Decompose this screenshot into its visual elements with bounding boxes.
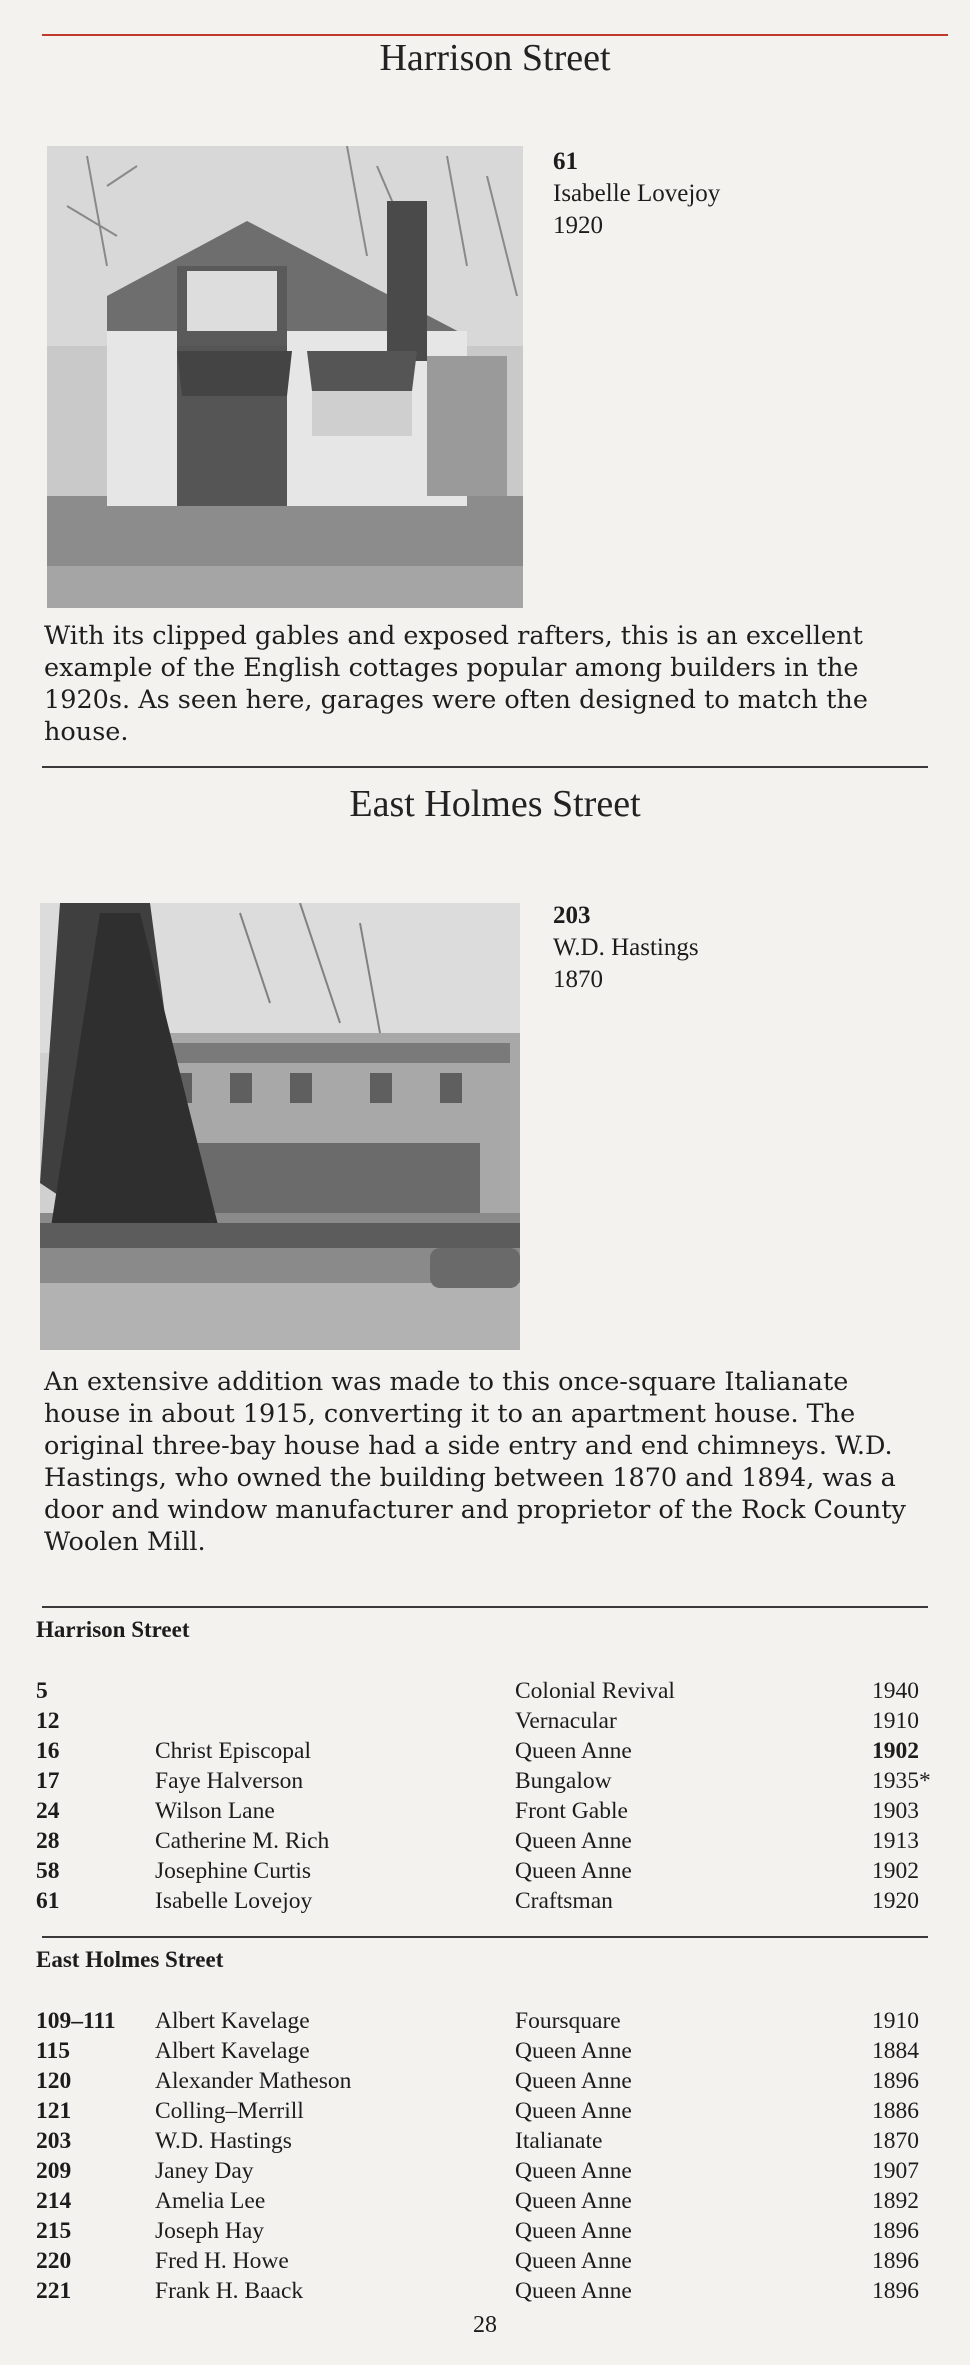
table-row xyxy=(0,1798,970,1828)
table-row xyxy=(0,2098,970,2128)
row-name: Albert Kavelage xyxy=(155,2008,310,2034)
house-photo-icon xyxy=(47,146,523,608)
row-number: 109–111 xyxy=(36,2008,116,2034)
row-style: Italianate xyxy=(515,2128,603,2154)
table-row xyxy=(0,2128,970,2158)
row-style: Queen Anne xyxy=(515,2218,632,2244)
row-year: 1920 xyxy=(872,1888,919,1914)
row-style: Queen Anne xyxy=(515,2068,632,2094)
row-name: W.D. Hastings xyxy=(155,2128,292,2154)
row-number: 215 xyxy=(36,2218,72,2244)
row-style: Queen Anne xyxy=(515,2188,632,2214)
row-number: 12 xyxy=(36,1708,60,1734)
row-year: 1913 xyxy=(872,1828,919,1854)
row-number: 121 xyxy=(36,2098,72,2124)
section-heading-east-holmes: East Holmes Street xyxy=(349,783,641,825)
row-name: Frank H. Baack xyxy=(155,2278,304,2304)
section-heading-harrison: Harrison Street xyxy=(379,37,611,79)
row-name: Isabelle Lovejoy xyxy=(155,1888,313,1914)
row-style: Queen Anne xyxy=(515,2038,632,2064)
caption-number: 203 xyxy=(553,902,591,929)
table-row xyxy=(0,1678,970,1708)
row-style: Queen Anne xyxy=(515,2278,632,2304)
row-year: 1940 xyxy=(872,1678,919,1704)
row-name: Josephine Curtis xyxy=(155,1858,312,1884)
row-style: Bungalow xyxy=(515,1768,612,1794)
page-number: 28 xyxy=(473,2312,497,2338)
row-style: Vernacular xyxy=(515,1708,617,1734)
row-year: 1910 xyxy=(872,1708,919,1734)
section-divider xyxy=(42,766,928,768)
row-name: Albert Kavelage xyxy=(155,2038,310,2064)
table-row xyxy=(0,1768,970,1798)
table-row xyxy=(0,2188,970,2218)
table-row xyxy=(0,2068,970,2098)
row-style: Craftsman xyxy=(515,1888,613,1914)
row-name: Christ Episcopal xyxy=(155,1738,311,1764)
row-number: 5 xyxy=(36,1678,48,1704)
row-name: Alexander Matheson xyxy=(155,2068,352,2094)
row-year: 1884 xyxy=(872,2038,919,2064)
table-row xyxy=(0,2248,970,2278)
row-year: 1896 xyxy=(872,2068,919,2094)
row-number: 220 xyxy=(36,2248,72,2274)
house-photo-icon xyxy=(40,903,520,1350)
section-divider xyxy=(42,1606,928,1608)
row-year: 1902 xyxy=(872,1858,919,1884)
row-name: Amelia Lee xyxy=(155,2188,266,2214)
row-year: 1892 xyxy=(872,2188,919,2214)
row-number: 221 xyxy=(36,2278,72,2304)
table-row xyxy=(0,1708,970,1738)
row-number: 24 xyxy=(36,1798,60,1824)
row-style: Queen Anne xyxy=(515,2248,632,2274)
row-number: 28 xyxy=(36,1828,60,1854)
photo-caption-east-holmes xyxy=(553,900,699,996)
row-name: Catherine M. Rich xyxy=(155,1828,330,1854)
row-style: Queen Anne xyxy=(515,1828,632,1854)
row-year: 1935* xyxy=(872,1768,931,1794)
row-year: 1896 xyxy=(872,2278,919,2304)
table-title-harrison: Harrison Street xyxy=(36,1617,190,1642)
row-number: 16 xyxy=(36,1738,60,1764)
table-row xyxy=(0,1828,970,1858)
row-style: Colonial Revival xyxy=(515,1678,675,1704)
row-year: 1886 xyxy=(872,2098,919,2124)
row-year: 1907 xyxy=(872,2158,919,2184)
row-name: Wilson Lane xyxy=(155,1798,275,1824)
row-style: Queen Anne xyxy=(515,1858,632,1884)
row-style: Queen Anne xyxy=(515,2098,632,2124)
row-number: 214 xyxy=(36,2188,72,2214)
table-title-east-holmes: East Holmes Street xyxy=(36,1947,224,1972)
row-name: Faye Halverson xyxy=(155,1768,304,1794)
row-number: 61 xyxy=(36,1888,60,1914)
caption-name: Isabelle Lovejoy xyxy=(553,180,721,207)
row-style: Queen Anne xyxy=(515,1738,632,1764)
row-number: 120 xyxy=(36,2068,72,2094)
row-number: 58 xyxy=(36,1858,60,1884)
table-row xyxy=(0,2008,970,2038)
description-harrison: With its clipped gables and exposed rafters, this is an excellent example of the English cottages popular among builders in the 1920s. As seen here, garages were often designed to match the house. xyxy=(44,621,868,747)
row-year: 1903 xyxy=(872,1798,919,1824)
table-row xyxy=(0,2038,970,2068)
row-year: 1896 xyxy=(872,2218,919,2244)
table-row xyxy=(0,2218,970,2248)
row-number: 115 xyxy=(36,2038,70,2064)
caption-number: 61 xyxy=(553,148,578,175)
row-name: Colling–Merrill xyxy=(155,2098,304,2124)
row-number: 209 xyxy=(36,2158,72,2184)
row-style: Front Gable xyxy=(515,1798,628,1824)
row-style: Foursquare xyxy=(515,2008,621,2034)
row-year: 1910 xyxy=(872,2008,919,2034)
description-east-holmes: An extensive addition was made to this once-square Italianate house in about 1915, converting it to an apartment house. The original three-bay house had a side entry and end chimneys. W.D. Hastings, who owned the building between 1870 and 1894, was a door and window manufacturer and proprietor of the Rock County Woolen Mill. xyxy=(44,1367,906,1557)
row-name: Joseph Hay xyxy=(155,2218,264,2244)
caption-year: 1870 xyxy=(553,966,603,993)
row-name: Janey Day xyxy=(155,2158,254,2184)
table-row xyxy=(0,2158,970,2188)
row-number: 17 xyxy=(36,1768,60,1794)
row-year: 1896 xyxy=(872,2248,919,2274)
photo-caption-harrison xyxy=(553,146,720,242)
table-row xyxy=(0,2278,970,2308)
row-year: 1902 xyxy=(872,1738,919,1764)
table-row xyxy=(0,1858,970,1888)
row-year: 1870 xyxy=(872,2128,919,2154)
caption-name: W.D. Hastings xyxy=(553,934,699,961)
table-row xyxy=(0,1888,970,1918)
row-style: Queen Anne xyxy=(515,2158,632,2184)
section-divider xyxy=(42,1936,928,1938)
row-number: 203 xyxy=(36,2128,72,2154)
table-row xyxy=(0,1738,970,1768)
row-name: Fred H. Howe xyxy=(155,2248,289,2274)
caption-year: 1920 xyxy=(553,212,603,239)
